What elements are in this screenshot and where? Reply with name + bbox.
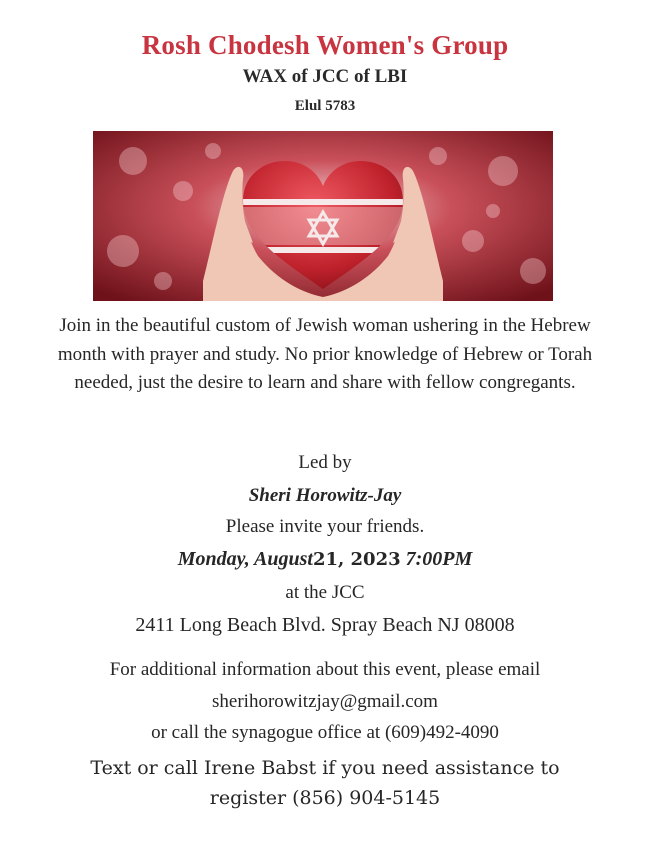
synagogue-phone-text: or call the synagogue office at (609)492-4090: [151, 722, 499, 743]
page-title: Rosh Chodesh Women's Group: [141, 30, 509, 60]
led-by-label: Led by: [298, 452, 352, 473]
event-day-year: 21, 2023: [312, 549, 401, 570]
contact-info-text: For additional information about this event, please email: [109, 659, 541, 680]
event-venue: at the JCC: [285, 582, 365, 603]
event-description: Join in the beautiful custom of Jewish woman ushering in the Hebrew month with prayer and study. No prior knowledge of Hebrew or Torah needed, just the desire to learn and share with fellow congregants.: [57, 315, 593, 393]
event-time: 7:00PM: [405, 548, 473, 570]
event-weekday-month: Monday, August: [177, 548, 313, 570]
event-date: [0, 548, 650, 571]
leader-name: Sheri Horowitz-Jay: [248, 485, 402, 506]
invite-text: Please invite your friends.: [225, 516, 425, 537]
heart-star-of-david-hands-icon: [93, 131, 553, 301]
event-address: 2411 Long Beach Blvd. Spray Beach NJ 08008: [135, 614, 515, 636]
assistance-text: Text or call Irene Babst if you need assistance to register (856) 904-5145: [90, 757, 560, 809]
contact-email-link[interactable]: sherihorowitzjay@gmail.com: [212, 691, 438, 712]
hero-image: [93, 131, 553, 301]
organization-subtitle: WAX of JCC of LBI: [242, 66, 408, 87]
hebrew-month-label: Elul 5783: [294, 98, 356, 114]
